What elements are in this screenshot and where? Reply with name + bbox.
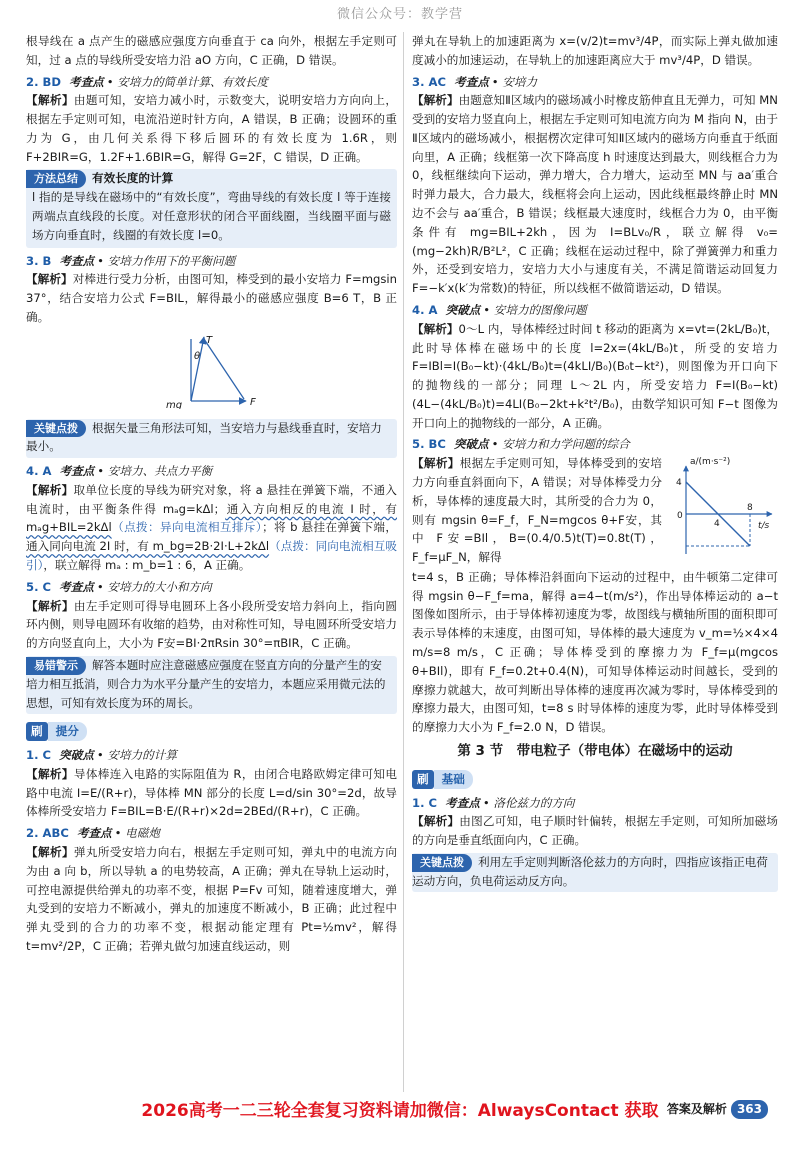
key-point-topic: • 洛伦兹力的方向 [482,795,575,810]
key-point-label: 考查点 [59,253,95,268]
analysis-label: 【解析】 [412,321,459,336]
answer-2-body [26,91,397,166]
force-triangle-diagram [26,331,397,409]
section-title: 第 3 节 带电粒子（带电体）在磁场中的运动 [457,742,733,759]
analysis-label: 【解析】 [26,272,73,287]
answer-number: 1. C [412,795,438,810]
answer-3-header [412,73,778,92]
analysis-text-1: 根据左手定则可知，导体棒受到的安培力方向垂直斜面向下，A 错误；对导体棒受力分析，导体棒的速度最大时，其所受的合力为 0，则有 mgsin θ=F_f，F_N=mgcos θ+F安，其中 F安=BIl，B=(0.4/0.5)t(T)=0.8t(T)，F_f=μF_N，解得 [412,456,662,565]
analysis-text: 对棒进行受力分析，由图可知，棒受到的最小安培力 F=mgsin 37°，结合安培力公式 F=BIL，解得最小的磁感应强度 B=6 T，B 正确。 [26,272,397,324]
answer-3-header [26,252,397,271]
answer-3-body [26,270,397,326]
analysis-label: 【解析】 [26,482,74,497]
analysis-text-5: 通入同向电流 2I 时，有 m_bg=2B·2I·L+2kΔl [26,539,270,554]
answer-3-body [412,91,778,298]
y-axis-label: a/(m·s⁻²) [690,457,731,468]
answer-number: 2. ABC [26,826,69,841]
answer-2-header [26,73,397,92]
key-point-topic: • 安培力和力学问题的综合 [491,437,630,452]
tip-title: 有效长度的计算 [92,171,174,186]
force-triangle-figure [26,331,397,415]
key-point-topic: • 安培力、共点力平衡 [97,464,213,479]
analysis-label: 【解析】 [26,93,74,108]
analysis-text-7: ，联立解得 mₐ : m_b=1 : 6，A 正确。 [43,558,251,573]
top-watermark: 微信公众号：教学营 [336,7,463,22]
analysis-label: 【解析】 [412,456,460,471]
basic-answer-1-body [412,812,778,850]
answer-5-body-2: t=4 s，B 正确；导体棒沿斜面向下运动的过程中，由牛顿第二定律可得 mgsin θ−F_f=ma，解得 a=4−t(m/s²)，作出导体棒运动的 a−t 图像如图所示，由于导体棒初速度为零，故图线与横轴所围的面积即可表示导体棒的末速度，由图可知，导体棒的最大速度为 v_m=½×4×4 m/s=8 m/s，C 正确；导体棒受到的摩擦力为 F_f=μ(mgcos θ+BIl)，即有 F_f=0.2t+0.4(N)，可知导体棒运动时间越长，受到的摩擦力就越大，故可判断出导体棒的速度再次减为零时，导体棒受到的摩擦力最大，由图可知，t=8 s 时导体棒的速度为零，此时导体棒受到的摩擦力大小为 F_f=2.0 N，D 错误。 [412,569,778,735]
key-point-label: 突破点 [453,437,489,452]
basic-answer-1-header [412,794,778,813]
analysis-label: 【解析】 [26,598,74,613]
x-axis-label: t/s [758,521,770,532]
analysis-text: 导体棒连入电路的实际阻值为 R，由闭合电路欧姆定律可知电路中电流 I=E/(R+r)，导体棒 MN 部分的长度 L=d/sin 30°=2d，故导体棒所受安培力 F=BIL=B·E/(R+r)×2d=2BEd/(R+r)，C 正确。 [26,766,397,819]
section-label: 提分 [48,722,87,741]
answer-number: 4. A [412,302,438,317]
label-F: F [250,396,256,408]
tifen-answer-2-body [26,843,397,956]
analysis-text: 0～L 内，导体棒经过时间 t 移动的距离为 x=vt=(2kL/B₀)t，此时导体棒在磁场中的长度 l=2x=(4kL/B₀)t，所受的安培力 F=IBl=I(B₀−kt)·(4kL/B₀)t=(4kLI/B₀)(B₀t−kt²)，则图像为开口向下的抛物线的一部分；同理 L～2L 内，所受安培力 F=I(B₀−kt)(4L−(4kL/B₀)t)=4LI(B₀−2kt+k²t²/B₀)，由数学知识可知 F−t 图像为开口向上的抛物线的一部分，A 正确。 [412,321,778,430]
tip-label: 关键点拨 [412,854,472,872]
method-summary-box [26,169,397,247]
tip-text: 根据矢量三角形法可知，当安培力与悬线垂直时，安培力最小。 [26,420,382,454]
analysis-text: 由左手定则可得导电圆环上各小段所受安培力斜向上，指向圆环内侧，则导电圆环有收缩的趋势，由对称性可知，导电圆环所受安培力的方向竖直向上，大小为 F安=BI·2πRsin 30°=πBIR，C 正确。 [26,598,398,651]
key-point-topic: • 安培力的大小和方向 [96,579,212,594]
x-tick-4: 4 [714,519,720,530]
analysis-label: 【解析】 [26,766,74,781]
analysis-text-2: 通入方向相反的电流 I 时，有 mₐg+BIL=2kΔl [26,501,397,535]
answer-5-body-1 [412,454,662,567]
section-icon: 刷 [26,722,48,741]
tifen-answer-1-header [26,746,397,765]
continued-paragraph: 弹丸在导轨上的加速距离为 x=(v/2)t=mv³/4P，而实际上弹丸做加速度减小的加速运动，在导轨上的加速距离应大于 mv³/4P，D 错误。 [412,34,778,67]
column-divider [403,32,404,1092]
answer-4-header [26,462,397,481]
key-point-topic: • 安培力作用下的平衡问题 [97,253,236,268]
page-footer [667,1100,768,1119]
key-point-label: 考查点 [59,579,94,594]
origin-label: 0 [677,511,683,522]
key-point-label: 考查点 [59,464,95,479]
analysis-text: 弹丸所受安培力向右，根据左手定则可知，弹丸中的电流方向为由 a 向 b，所以导轨 a 的电势较高，A 正确；弹丸在导轨上运动时，可控电源提供给弹丸的功率不变，根据 P=Fv 可知，随着速度增大，弹丸受到的安培力不断减小，弹丸的加速度不断减小，B 正确；此过程中弹丸受到的合力的功率不变，根据动能定理有 Pt=½mv²，解得 t=mv²/2P，C 正确；若弹丸做匀加速直线运动，则 [26,845,397,953]
footer-title: 答案及解析 [666,1102,727,1116]
answer-number: 5. C [26,579,52,594]
tifen-answer-2-header [26,824,397,843]
tip-label: 易错警示 [26,657,86,675]
answer-4-header [412,301,778,320]
answer-number: 4. A [26,464,52,479]
answer-number: 3. B [26,253,52,268]
analysis-text: 由图乙可知，电子顺时针偏转，根据左手定则，可知所加磁场的方向是垂直纸面向内，C 正确。 [412,814,778,848]
answer-5-with-figure [412,454,778,568]
hint-repel: （点拨：异向电流相互排斥） [111,520,263,535]
key-hint-box [26,419,397,459]
a-t-graph [668,454,778,564]
tip-text: 利用左手定则判断洛伦兹力的方向时，四指应该指正电荷运动方向，负电荷运动反方向。 [412,854,768,888]
left-column [26,32,397,957]
mistake-warning-box [26,656,397,714]
x-tick-8: 8 [747,503,753,514]
label-T: T [206,334,213,346]
answer-number: 3. AC [412,74,446,89]
analysis-label: 【解析】 [412,814,460,829]
triangle-side [204,339,244,399]
intro-paragraph: 根导线在 a 点产生的磁感应强度方向垂直于 ca 向外，根据左手定则可知，过 a 点的导线所受安培力沿 aO 方向，C 正确，D 错误。 [26,34,397,67]
key-point-topic: • 电磁炮 [114,826,160,841]
section-jichu [412,770,473,789]
answer-5-body [26,597,397,653]
tip-label: 方法总结 [26,170,86,188]
page-number: 363 [731,1100,768,1119]
analysis-label: 【解析】 [412,93,459,108]
key-point-topic: • 安培力 [491,74,538,89]
key-point-topic: • 安培力的图像问题 [483,302,587,317]
answer-number: 5. BC [412,437,446,452]
answer-5-header [412,435,778,454]
key-point-topic: • 安培力的计算 [96,748,177,763]
answer-number: 2. BD [26,74,61,89]
tip-text: l 指的是导线在磁场中的“有效长度”，弯曲导线的有效长度 l 等于连接两端点直线段的长度。对任意形状的闭合平面线圈，当线圈平面与磁场方向垂直时，线圈的有效长度 l=0。 [32,190,391,242]
answer-5-header [26,578,397,597]
answer-4-body [412,320,778,433]
answer-number: 1. C [26,748,52,763]
key-point-label: 考查点 [454,74,489,89]
section-tifen [26,722,87,741]
label-mg: mg [166,399,183,409]
tip-text: 解答本题时应注意磁感应强度在竖直方向的分量产生的安培力相互抵消，则合力为水平分量产生的安培力，本题应采用微元法的思想，可知有效长度为环的周长。 [26,657,386,710]
key-point-label: 考查点 [68,74,104,89]
key-point-topic: • 安培力的简单计算、有效长度 [106,74,269,89]
section-icon: 刷 [412,770,434,789]
key-point-label: 考查点 [445,795,480,810]
analysis-text: 由题可知，安培力减小时，示数变大，说明安培力方向向上，根据左手定则可知，电流沿逆时针方向，A 错误，B 正确；设圆环的重力为 G，由几何关系得下移后圆环的有效长度为 1.6R，则 F+2BIR=G，1.2F+1.6BIR=G，解得 G=2F，C 错误，D 正确。 [26,93,397,164]
key-point-label: 突破点 [445,302,481,317]
tension-vector [191,337,204,401]
answer-4-body [26,481,397,575]
key-point-label: 考查点 [76,826,112,841]
y-tick-4: 4 [676,478,682,489]
key-hint-box [412,853,778,893]
tip-label: 关键点拨 [26,420,86,438]
analysis-text-4: ；将 b 悬挂在弹簧下端， [262,520,398,535]
key-point-label: 突破点 [59,748,94,763]
tifen-answer-1-body [26,765,397,821]
label-theta: θ [194,350,201,362]
analysis-label: 【解析】 [26,845,74,859]
hint-attract: （点拨：同向电流相互吸引） [26,539,397,573]
analysis-text: 由题意知Ⅱ区域内的磁场减小时橡皮筋伸直且无弹力，可知 MN 受到的安培力竖直向上，根据左手定则可知电流方向为 M 指向 N，由于Ⅱ区域内的磁场减小，根据楞次定律可知Ⅱ区域内的磁场方向垂直于纸面向里，A 正确；线框第一次下降高度 h 时速度达到最大，则线框合力为 0，线框继续向下运动，弹力增大，合力增大，运动至 MN 与 aa′重合时弹力最大，合力最大，线框将会向上运动，因此线框最终静止时 MN 边不会与 aa′重合，B 错误；线框最大速度时，线框合力为 0，由平衡条件有 mg=BIL+2kh，因为 I=BLv₀/R，联立解得 v₀=(mg−2kh)R/B²L²，C 正确；线框在运动过程中，除了弹簧弹力和重力外，还受到安培力，安培力大小与速度有关，不满足简谐运动回复力 F=−k′x(k′为常数)的特征，所以线框不做简谐运动，D 错误。 [412,93,778,296]
analysis-text-1: 取单位长度的导线为研究对象，将 a 悬挂在弹簧下端，不通入电流时，由平衡条件得 mₐg=kΔl； [26,482,397,516]
right-column [412,32,778,896]
bottom-watermark: 2026高考一二三轮全套复习资料请加微信：AlwaysContact 获取 [141,1101,659,1121]
section-label: 基础 [434,770,473,789]
